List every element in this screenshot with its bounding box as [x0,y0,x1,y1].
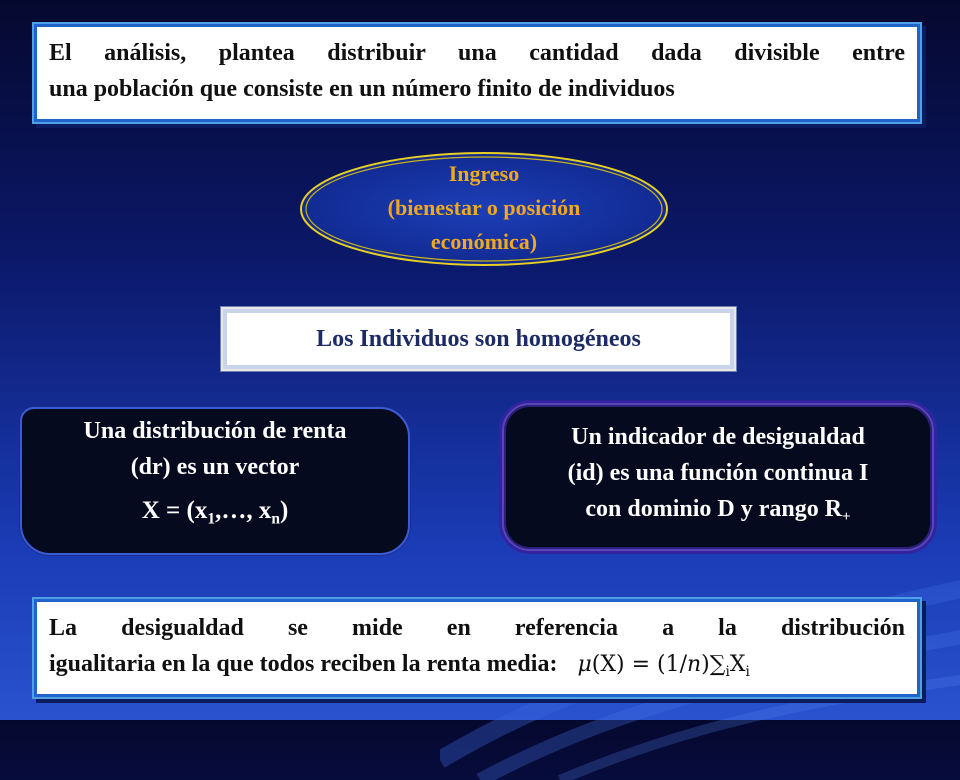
vector-sub-n: n [271,510,280,528]
ellipse-line-3: económica) [430,229,538,254]
equality-line-2: igualitaria en la que todos reciben la renta media: [49,651,558,677]
ellipse-line-2: (bienestar o posición [387,195,581,220]
range-sub: + [842,509,851,526]
equality-line-2-wrap [49,646,905,683]
formula-lhs: (X) = (1/ [591,652,687,677]
intro-line-1: El análisis, plantea distribuir una cantidad dada divisible entre [49,40,905,66]
indicator-line-3-text: con dominio D y rango R [585,496,843,522]
formula-sum: ∑ [709,652,726,677]
homogeneous-text: Los Individuos son homogéneos [316,325,641,352]
ellipse-line-1: Ingreso [448,161,520,186]
mean-formula [577,652,750,680]
formula-term: X [729,652,746,677]
indicator-line-1: Un indicador de desigualdad [571,424,865,450]
formula-close: ) [701,652,710,677]
distribution-line-2: (dr) es un vector [130,454,300,480]
formula-term-sub: i [745,663,750,680]
homogeneous-individuals-box [221,307,736,371]
distribution-line-1: Una distribución de renta [83,418,347,444]
vector-formula [22,493,408,529]
vector-suffix: ) [279,497,289,524]
formula-n: n [687,652,702,677]
equality-line-1: La desigualdad se mide en referencia a la distribución [49,615,905,641]
inequality-indicator-box [502,403,934,551]
indicator-line-3 [504,491,932,527]
vector-mid: ,…, x [215,497,272,524]
distribution-definition-box [20,407,410,555]
vector-sub-1: 1 [207,510,216,528]
formula-index: i [725,663,730,680]
intro-text-box [34,24,920,122]
vector-prefix: X = (x [141,497,208,524]
formula-mu: μ [577,652,592,677]
income-ellipse [298,150,670,268]
equality-text-box [34,599,920,697]
intro-line-2: una población que consiste en un número finito de individuos [49,76,675,102]
indicator-line-2: (id) es una función continua I [567,460,869,486]
